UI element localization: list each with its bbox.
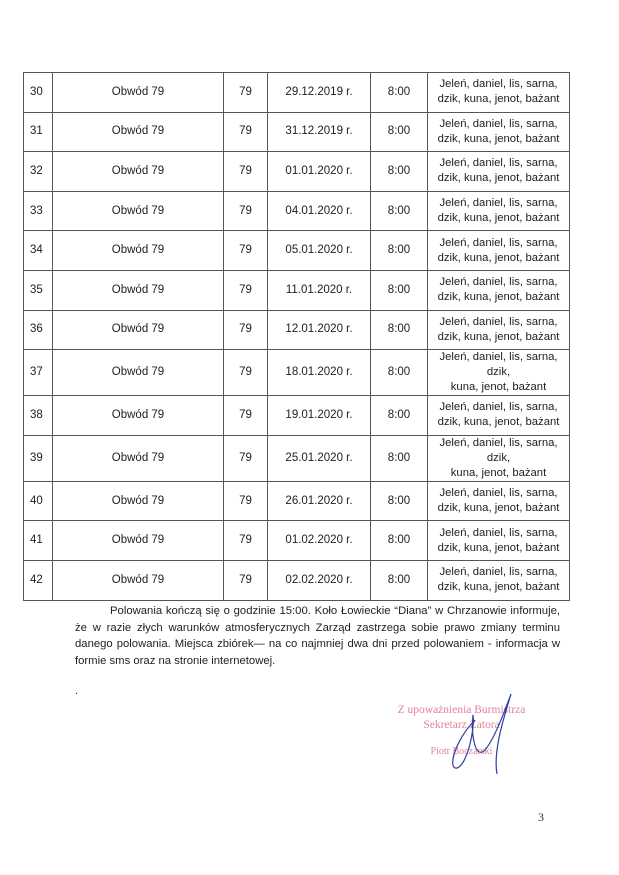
game-species xyxy=(428,521,570,561)
hunting-area: Obwód 79 xyxy=(53,112,224,152)
area-number: 79 xyxy=(224,521,268,561)
area-number: 79 xyxy=(224,310,268,350)
area-number: 79 xyxy=(224,560,268,600)
area-number: 79 xyxy=(224,270,268,310)
game-species-line-2: dzik, kuna, jenot, bażant xyxy=(437,251,560,264)
hunting-area: Obwód 79 xyxy=(53,270,224,310)
game-species xyxy=(428,231,570,271)
hunting-area: Obwód 79 xyxy=(53,152,224,192)
hunt-schedule-table xyxy=(23,72,570,601)
hunting-area: Obwód 79 xyxy=(53,350,224,396)
table-row xyxy=(24,350,570,396)
area-number: 79 xyxy=(224,481,268,521)
game-species xyxy=(428,560,570,600)
hunting-area: Obwód 79 xyxy=(53,231,224,271)
row-number: 33 xyxy=(24,191,53,231)
game-species xyxy=(428,152,570,192)
stray-mark: . xyxy=(75,685,79,697)
game-species-line-2: dzik, kuna, jenot, bażant xyxy=(437,330,560,343)
game-species xyxy=(428,350,570,396)
table-row xyxy=(24,152,570,192)
hunt-date: 26.01.2020 r. xyxy=(268,481,371,521)
row-number: 36 xyxy=(24,310,53,350)
row-number: 37 xyxy=(24,350,53,396)
row-number: 34 xyxy=(24,231,53,271)
start-time: 8:00 xyxy=(371,435,428,481)
game-species-line-2: kuna, jenot, bażant xyxy=(450,466,547,479)
hunt-date: 18.01.2020 r. xyxy=(268,350,371,396)
hunting-area: Obwód 79 xyxy=(53,521,224,561)
hunt-date: 31.12.2019 r. xyxy=(268,112,371,152)
start-time: 8:00 xyxy=(371,191,428,231)
start-time: 8:00 xyxy=(371,521,428,561)
game-species xyxy=(428,73,570,113)
game-species-line-2: dzik, kuna, jenot, bażant xyxy=(437,172,560,185)
row-number: 30 xyxy=(24,73,53,113)
hunting-area: Obwód 79 xyxy=(53,560,224,600)
area-number: 79 xyxy=(224,73,268,113)
hunt-date: 12.01.2020 r. xyxy=(268,310,371,350)
hunt-date: 29.12.2019 r. xyxy=(268,73,371,113)
closing-note-text: Polowania kończą się o godzinie 15:00. Koło Łowieckie “Diana” w Chrzanowie informuje, że w razie złych warunków atmosferycznych Zarząd zastrzega sobie prawo zmiany terminu danego polowania. Miejsca zbiórek— na co najmniej dwa dni przed polowaniem - informacja w formie sms oraz na stronie internetowej. xyxy=(75,605,560,668)
game-species-line-1: Jeleń, daniel, lis, sarna, xyxy=(439,526,558,539)
table-row xyxy=(24,521,570,561)
start-time: 8:00 xyxy=(371,350,428,396)
row-number: 40 xyxy=(24,481,53,521)
start-time: 8:00 xyxy=(371,481,428,521)
game-species xyxy=(428,481,570,521)
start-time: 8:00 xyxy=(371,560,428,600)
game-species-line-2: dzik, kuna, jenot, bażant xyxy=(437,502,560,515)
hunting-area: Obwód 79 xyxy=(53,435,224,481)
table-row xyxy=(24,396,570,436)
hunting-area: Obwód 79 xyxy=(53,191,224,231)
row-number: 38 xyxy=(24,396,53,436)
game-species xyxy=(428,191,570,231)
hunt-date: 04.01.2020 r. xyxy=(268,191,371,231)
area-number: 79 xyxy=(224,435,268,481)
game-species-line-1: Jeleń, daniel, lis, sarna, xyxy=(439,117,558,130)
game-species-line-1: Jeleń, daniel, lis, sarna, dzik, xyxy=(439,436,558,464)
hunt-date: 05.01.2020 r. xyxy=(268,231,371,271)
row-number: 32 xyxy=(24,152,53,192)
game-species-line-2: dzik, kuna, jenot, bażant xyxy=(437,93,560,106)
area-number: 79 xyxy=(224,152,268,192)
hunting-area: Obwód 79 xyxy=(53,481,224,521)
start-time: 8:00 xyxy=(371,73,428,113)
row-number: 31 xyxy=(24,112,53,152)
hunting-area: Obwód 79 xyxy=(53,396,224,436)
hunt-date: 01.01.2020 r. xyxy=(268,152,371,192)
game-species-line-2: kuna, jenot, bażant xyxy=(450,381,547,394)
start-time: 8:00 xyxy=(371,152,428,192)
game-species-line-1: Jeleń, daniel, lis, sarna, xyxy=(439,197,558,210)
game-species-line-1: Jeleń, daniel, lis, sarna, xyxy=(439,315,558,328)
game-species-line-1: Jeleń, daniel, lis, sarna, xyxy=(439,401,558,414)
game-species xyxy=(428,112,570,152)
area-number: 79 xyxy=(224,231,268,271)
stamp-line-3: Piotr Boczarski xyxy=(430,746,493,757)
area-number: 79 xyxy=(224,396,268,436)
hunt-date: 02.02.2020 r. xyxy=(268,560,371,600)
hunt-date: 25.01.2020 r. xyxy=(268,435,371,481)
hunting-area: Obwód 79 xyxy=(53,310,224,350)
start-time: 8:00 xyxy=(371,112,428,152)
stamp-line-1: Z upoważnienia Burmistrza xyxy=(397,704,526,716)
game-species xyxy=(428,396,570,436)
game-species-line-2: dzik, kuna, jenot, bażant xyxy=(437,541,560,554)
table-row xyxy=(24,231,570,271)
stamp-line-2: Sekretarz Zatora xyxy=(423,719,500,731)
table-row xyxy=(24,310,570,350)
game-species-line-2: dzik, kuna, jenot, bażant xyxy=(437,132,560,145)
closing-note xyxy=(75,603,560,670)
game-species-line-1: Jeleń, daniel, lis, sarna, xyxy=(439,157,558,170)
game-species xyxy=(428,270,570,310)
table-row xyxy=(24,270,570,310)
game-species-line-1: Jeleń, daniel, lis, sarna, xyxy=(439,276,558,289)
game-species-line-1: Jeleń, daniel, lis, sarna, dzik, xyxy=(439,351,558,379)
start-time: 8:00 xyxy=(371,310,428,350)
row-number: 35 xyxy=(24,270,53,310)
game-species-line-2: dzik, kuna, jenot, bażant xyxy=(437,581,560,594)
game-species xyxy=(428,435,570,481)
hunting-area: Obwód 79 xyxy=(53,73,224,113)
table-row xyxy=(24,481,570,521)
row-number: 42 xyxy=(24,560,53,600)
game-species-line-1: Jeleń, daniel, lis, sarna, xyxy=(439,487,558,500)
table-row xyxy=(24,112,570,152)
start-time: 8:00 xyxy=(371,396,428,436)
hunt-date: 11.01.2020 r. xyxy=(268,270,371,310)
handwritten-signature xyxy=(445,690,525,780)
row-number: 41 xyxy=(24,521,53,561)
game-species xyxy=(428,310,570,350)
page-number: 3 xyxy=(538,810,544,824)
game-species-line-1: Jeleń, daniel, lis, sarna, xyxy=(439,566,558,579)
table-row xyxy=(24,560,570,600)
table-row xyxy=(24,73,570,113)
hunt-date: 19.01.2020 r. xyxy=(268,396,371,436)
area-number: 79 xyxy=(224,191,268,231)
game-species-line-1: Jeleń, daniel, lis, sarna, xyxy=(439,78,558,91)
game-species-line-2: dzik, kuna, jenot, bażant xyxy=(437,416,560,429)
start-time: 8:00 xyxy=(371,231,428,271)
area-number: 79 xyxy=(224,350,268,396)
game-species-line-2: dzik, kuna, jenot, bażant xyxy=(437,291,560,304)
row-number: 39 xyxy=(24,435,53,481)
start-time: 8:00 xyxy=(371,270,428,310)
area-number: 79 xyxy=(224,112,268,152)
table-row xyxy=(24,191,570,231)
hunt-date: 01.02.2020 r. xyxy=(268,521,371,561)
game-species-line-2: dzik, kuna, jenot, bażant xyxy=(437,212,560,225)
table-row xyxy=(24,435,570,481)
game-species-line-1: Jeleń, daniel, lis, sarna, xyxy=(439,236,558,249)
